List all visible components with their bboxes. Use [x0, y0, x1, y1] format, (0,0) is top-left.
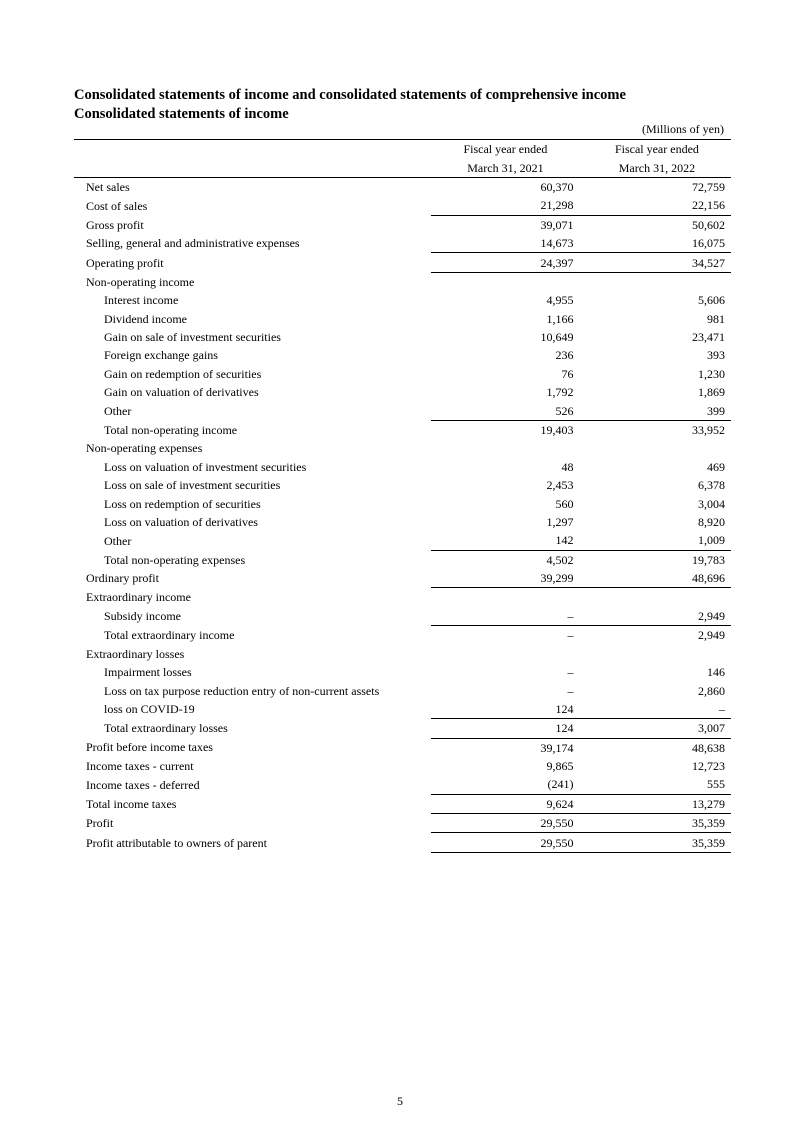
row-label: Income taxes - current	[86, 759, 194, 774]
value-fy2022: 12,723	[692, 759, 725, 774]
value-fy2021: 142	[431, 531, 579, 550]
col2-header-line1: Fiscal year ended	[614, 142, 699, 157]
header-row	[74, 158, 731, 177]
value-fy2022: –	[583, 700, 731, 719]
value-fy2021: 560	[555, 496, 574, 511]
value-fy2022: 22,156	[583, 196, 731, 215]
value-fy2021	[431, 645, 579, 663]
value-fy2022: 35,359	[583, 833, 731, 852]
row-label: Total extraordinary income	[104, 628, 235, 643]
table-row	[74, 833, 731, 852]
row-label: Profit attributable to owners of parent	[86, 835, 267, 850]
value-fy2022: 16,075	[583, 234, 731, 253]
row-label: Extraordinary income	[86, 590, 191, 605]
row-label: Other	[104, 533, 132, 548]
row-label: Other	[104, 403, 132, 418]
value-fy2021: 1,166	[546, 311, 574, 326]
row-label: loss on COVID-19	[104, 702, 195, 717]
value-fy2022: 3,004	[698, 496, 725, 511]
value-fy2022: 1,009	[583, 531, 731, 550]
value-fy2021: –	[567, 665, 574, 680]
value-fy2021: 48	[561, 459, 574, 474]
row-label: Total non-operating expenses	[104, 552, 246, 567]
table-row	[74, 700, 731, 719]
table-row	[74, 531, 731, 550]
value-fy2021: 39,299	[431, 569, 579, 588]
page-number: 5	[397, 1094, 403, 1108]
row-label: Interest income	[104, 293, 179, 308]
value-fy2021: 19,403	[540, 423, 574, 438]
value-fy2021: –	[567, 628, 574, 643]
value-fy2021: 4,955	[546, 293, 574, 308]
statement-titles	[74, 86, 626, 124]
row-label: Net sales	[86, 179, 130, 194]
table-row	[74, 757, 731, 775]
table-row	[74, 719, 731, 738]
value-fy2021: 124	[431, 719, 579, 738]
value-fy2021	[431, 272, 579, 291]
document-title: Consolidated statements of income and consolidated statements of comprehensive income	[74, 87, 626, 103]
row-label: Income taxes - deferred	[86, 777, 200, 792]
table-row	[74, 328, 731, 346]
value-fy2021: 24,397	[431, 253, 579, 272]
value-fy2022: 399	[583, 401, 731, 420]
value-fy2022: 1,230	[698, 366, 725, 381]
value-fy2021: 526	[431, 401, 579, 420]
value-fy2022: 48,696	[583, 569, 731, 588]
value-fy2021	[431, 439, 579, 457]
table-row	[74, 626, 731, 645]
value-fy2022: 2,949	[583, 607, 731, 626]
row-label: Loss on valuation of investment securities	[104, 459, 307, 474]
row-label: Dividend income	[104, 311, 187, 326]
value-fy2021: (241)	[431, 775, 579, 794]
table-row	[74, 291, 731, 309]
value-fy2021: 4,502	[546, 552, 574, 567]
value-fy2022: 555	[583, 775, 731, 794]
table-row	[74, 645, 731, 663]
row-label: Gain on redemption of securities	[104, 366, 262, 381]
row-label: Impairment losses	[104, 665, 192, 680]
value-fy2021: 76	[561, 366, 574, 381]
value-fy2022: 2,949	[698, 628, 725, 643]
row-label: Loss on tax purpose reduction entry of non-current assets	[104, 683, 380, 698]
row-label: Total income taxes	[86, 796, 177, 811]
value-fy2021: 2,453	[546, 478, 574, 493]
value-fy2022	[583, 588, 731, 607]
row-label: Non-operating expenses	[86, 441, 203, 456]
value-fy2022: 72,759	[692, 179, 725, 194]
value-fy2022: 50,602	[692, 217, 725, 232]
value-fy2022: 6,378	[698, 478, 725, 493]
value-fy2022: 34,527	[583, 253, 731, 272]
value-fy2021: 29,550	[431, 833, 579, 852]
row-label: Subsidy income	[104, 609, 181, 624]
value-fy2021: 124	[431, 700, 579, 719]
row-label: Selling, general and administrative expenses	[86, 236, 300, 251]
table-row	[74, 814, 731, 833]
value-fy2022: 393	[707, 348, 725, 363]
row-label: Foreign exchange gains	[104, 348, 218, 363]
row-label: Ordinary profit	[86, 571, 159, 586]
table-row	[74, 196, 731, 215]
value-fy2022: 3,007	[583, 719, 731, 738]
row-label: Profit before income taxes	[86, 740, 213, 755]
table-row	[74, 253, 731, 272]
table-row	[74, 177, 731, 196]
header-row	[74, 140, 731, 159]
row-label: Loss on redemption of securities	[104, 496, 261, 511]
value-fy2021: 9,865	[546, 759, 574, 774]
value-fy2021: 21,298	[431, 196, 579, 215]
value-fy2021: 29,550	[431, 814, 579, 833]
value-fy2021: 39,174	[540, 740, 574, 755]
table-row	[74, 513, 731, 531]
table-row	[74, 775, 731, 794]
table-row	[74, 310, 731, 328]
value-fy2022	[583, 272, 731, 291]
table-row	[74, 439, 731, 457]
table-row	[74, 458, 731, 476]
value-fy2022: 19,783	[692, 552, 725, 567]
value-fy2022: 146	[707, 665, 725, 680]
value-fy2022: 469	[707, 459, 725, 474]
value-fy2021: 10,649	[540, 330, 574, 345]
value-fy2021: 1,297	[546, 515, 574, 529]
row-label: Profit	[86, 816, 114, 831]
value-fy2021: 1,792	[546, 385, 574, 400]
table-row	[74, 569, 731, 588]
table-row	[74, 272, 731, 291]
table-row	[74, 401, 731, 420]
table-row	[74, 383, 731, 401]
row-label: Total non-operating income	[104, 422, 238, 437]
table-row	[74, 550, 731, 569]
table-row	[74, 681, 731, 699]
value-fy2022: 8,920	[698, 515, 725, 529]
table-row	[74, 494, 731, 512]
col1-header-line1: Fiscal year ended	[463, 142, 548, 157]
row-label: Extraordinary losses	[86, 646, 185, 661]
col1-header-line2: March 31, 2021	[431, 158, 579, 177]
units-note: (Millions of yen)	[642, 122, 724, 136]
value-fy2021: –	[431, 607, 579, 626]
row-label: Loss on sale of investment securities	[104, 478, 281, 493]
row-label: Total extraordinary losses	[104, 721, 228, 736]
row-label: Cost of sales	[86, 198, 148, 213]
table-row	[74, 663, 731, 681]
value-fy2022: 23,471	[692, 330, 725, 345]
value-fy2022: 1,869	[698, 385, 725, 400]
value-fy2022	[583, 645, 731, 663]
table-row	[74, 588, 731, 607]
row-label: Operating profit	[86, 255, 164, 270]
value-fy2022: 35,359	[583, 814, 731, 833]
row-label: Loss on valuation of derivatives	[104, 515, 258, 529]
value-fy2022: 33,952	[692, 423, 725, 438]
document-subtitle: Consolidated statements of income	[74, 106, 289, 122]
col2-header-line2: March 31, 2022	[583, 158, 731, 177]
table-row	[74, 420, 731, 439]
value-fy2022: 2,860	[698, 683, 725, 698]
value-fy2021: 60,370	[540, 179, 574, 194]
table-row	[74, 794, 731, 813]
table-row	[74, 234, 731, 253]
value-fy2022: 5,606	[698, 293, 725, 308]
value-fy2021: 9,624	[431, 794, 579, 813]
table-row	[74, 365, 731, 383]
table-row	[74, 476, 731, 494]
value-fy2021: 39,071	[540, 217, 574, 232]
value-fy2021: 236	[555, 348, 574, 363]
value-fy2022: 48,638	[692, 740, 725, 755]
row-label: Gain on sale of investment securities	[104, 330, 281, 345]
value-fy2021: 14,673	[431, 234, 579, 253]
row-label: Non-operating income	[86, 274, 195, 289]
value-fy2022	[583, 439, 731, 457]
table-row	[74, 346, 731, 364]
table-row	[74, 215, 731, 234]
income-statement-table	[74, 139, 731, 853]
value-fy2021	[431, 588, 579, 607]
table-row	[74, 607, 731, 626]
row-label: Gross profit	[86, 217, 144, 232]
row-label: Gain on valuation of derivatives	[104, 385, 259, 400]
value-fy2022: 981	[707, 311, 725, 326]
table-row	[74, 738, 731, 757]
value-fy2021: –	[567, 683, 574, 698]
value-fy2022: 13,279	[583, 794, 731, 813]
